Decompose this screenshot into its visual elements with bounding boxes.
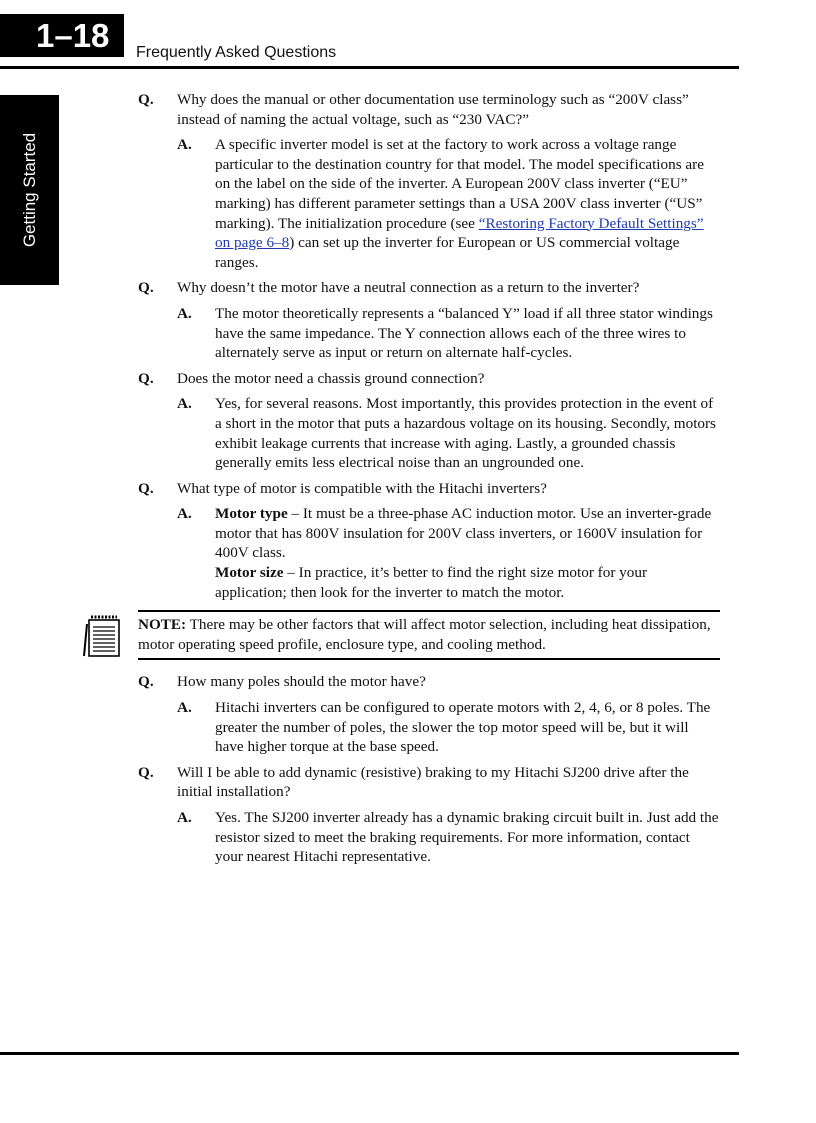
note-label: NOTE: (138, 616, 187, 634)
header-rule (0, 66, 739, 69)
note-box (138, 610, 720, 660)
motor-type-term: Motor type (215, 505, 288, 523)
answer-text: Yes, for several reasons. Most importantly, this provides protection in the event of a short in the motor that puts a hazardous voltage on its housing. Secondly, motors exhibit leakage currents that increase with aging. Lastly, a grounded chassis generally emits less electrical noise than an ungrounded one. (215, 395, 716, 472)
motor-type-paragraph (215, 504, 720, 563)
answer-text: Yes. The SJ200 inverter already has a dynamic braking circuit built in. Just add the resistor sized to meet the braking requirements. For more information, contact your nearest Hitachi representative. (215, 809, 719, 866)
answer-label: A. (177, 505, 192, 523)
question-text: How many poles should the motor have? (177, 673, 426, 691)
motor-size-term: Motor size (215, 564, 284, 582)
answer-label: A. (177, 809, 192, 826)
question-text: What type of motor is compatible with the Hitachi inverters? (177, 479, 547, 497)
faq-question (138, 479, 720, 499)
faq-question (138, 672, 720, 692)
note-text: There may be other factors that will affect motor selection, including heat dissipation, motor operating speed profile, enclosure type, and cooling method. (138, 616, 711, 653)
motor-size-paragraph (215, 563, 720, 602)
faq-content (138, 90, 720, 873)
faq-question (138, 90, 720, 129)
answer-text (215, 135, 720, 272)
faq-question (138, 763, 720, 802)
faq-answer (177, 504, 720, 602)
question-text: Why does the manual or other documentation use terminology such as “200V class” instead of naming the actual voltage, such as “230 VAC?” (177, 91, 689, 128)
faq-answer (177, 394, 720, 472)
answer-text: Hitachi inverters can be configured to operate motors with 2, 4, 6, or 8 poles. The greater the number of poles, the slower the top motor speed will be, but it will have higher torque at the base speed. (215, 699, 711, 756)
question-label: Q. (138, 91, 154, 108)
footer-rule (0, 1052, 739, 1055)
faq-question (138, 278, 720, 298)
notepad-icon (83, 614, 123, 658)
question-label: Q. (138, 369, 154, 387)
page-number: 1–18 (0, 14, 124, 57)
answer-label: A. (177, 304, 192, 322)
side-tab (0, 95, 59, 285)
side-tab-label: Getting Started (19, 132, 39, 248)
running-head: Frequently Asked Questions (136, 44, 337, 61)
answer-label: A. (177, 699, 192, 717)
motor-size-text: – In practice, it’s better to find the right size motor for your application; then look for the inverter to match the motor. (215, 564, 648, 601)
answer-text-part2: ) can set up the inverter for European or US commercial voltage ranges. (215, 234, 680, 271)
question-label: Q. (138, 279, 154, 297)
answer-text-part1: A specific inverter model is set at the factory to work across a voltage range particular to the destination country for that model. The model specifications are on the label on the side of the inverter. A European 200V class inverter (“EU” marking) has different parameter settings than a USA 200V class inverter (“US” marking). The initialization procedure (see (215, 136, 704, 232)
faq-question (138, 369, 720, 389)
answer-text: The motor theoretically represents a “balanced Y” load if all three stator windings have the same impedance. The Y connection allows each of the three wires to alternately serve as input or return on alternate half-cycles. (215, 304, 713, 362)
question-label: Q. (138, 763, 154, 781)
faq-answer (177, 304, 720, 363)
faq-answer (177, 808, 720, 867)
answer-label: A. (177, 136, 192, 154)
faq-answer (177, 135, 720, 272)
question-text: Will I be able to add dynamic (resistive) braking to my Hitachi SJ200 drive after the initial installation? (177, 763, 689, 801)
question-label: Q. (138, 479, 154, 497)
question-text: Why doesn’t the motor have a neutral connection as a return to the inverter? (177, 279, 640, 297)
question-text: Does the motor need a chassis ground connection? (177, 369, 485, 387)
answer-label: A. (177, 395, 192, 413)
restoring-defaults-link[interactable]: “Restoring Factory Default Settings” on page 6–8 (215, 214, 704, 252)
faq-answer (177, 698, 720, 757)
question-label: Q. (138, 673, 154, 691)
motor-type-text: – It must be a three-phase AC induction motor. Use an inverter-grade motor that has 800V insulation for 200V class inverters, or 1600V insulation for 400V class. (215, 505, 712, 562)
answer-text (215, 504, 720, 602)
